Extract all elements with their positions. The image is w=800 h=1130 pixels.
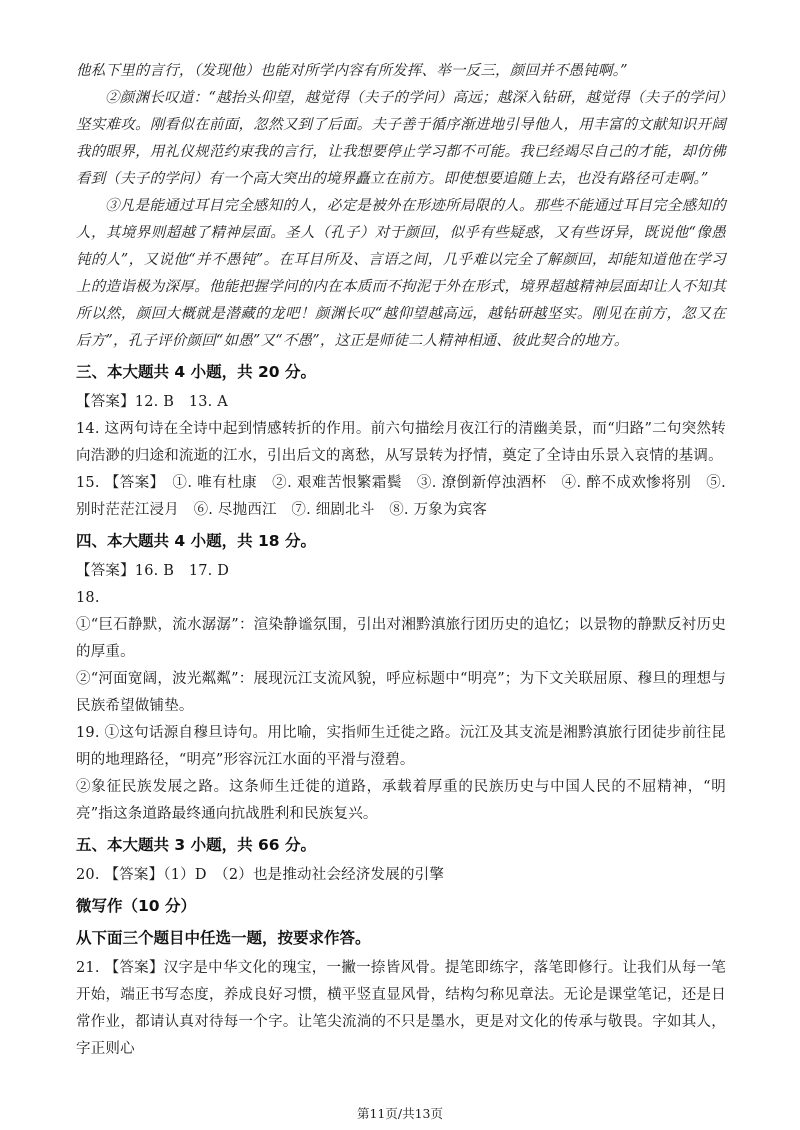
answer-21: 21. 【答案】汉字是中华文化的瑰宝，一撇一捺皆风骨。提笔即练字，落笔即修行。让我们从每一笔开始，端正书写态度，养成良好习惯，横平竖直显风骨，结构匀称见章法。无论是课堂笔记，还是日常作业，都请认真对待每一个字。让笔尖流淌的不只是墨水，更是对文化的传承与敬畏。字如其人，字正则心 [76,960,726,1057]
answer-19-part-1: 19. ①这句话源自穆旦诗句。用比喻，实指师生迁徙之路。沅江及其支流是湘黔滇旅行团徒步前往昆明的地理路径，“明亮”形容沅江水面的平滑与澄碧。 [76,725,726,768]
passage-paragraph-3: ③凡是能通过耳目完全感知的人，必定是被外在形迹所局限的人。那些不能通过耳目完全感知的人，其境界则超越了精神层面。圣人（孔子）对于颜回，似乎有些疑惑，又有些讶异，既说他“像愚钝的人”，又说他“并不愚钝”。在耳目所及、言语之间，几乎难以完全了解颜回，却能知道他在学习上的造诣极为深厚。他能把握学问的内在本质而不拘泥于外在形式，境界超越精神层面却让人不知其所以然，颜回大概就是潜藏的龙吧！颜渊长叹“越仰望越高远，越钻研越坚实。刚见在前方，忽又在后方”，孔子评价颜回“如愚”又“不愚”，这正是师徒二人精神相通、彼此契合的地方。 [76,198,726,349]
page-number: 第11页/共13页 [356,1106,444,1121]
micro-writing-instruction: 从下面三个题目中任选一题，按要求作答。 [76,929,371,947]
passage-paragraph-2: ②颜渊长叹道：“越抬头仰望，越觉得（夫子的学问）高远；越深入钻研，越觉得（夫子的学问）坚实难攻。刚看似在前面，忽然又到了后面。夫子善于循序渐进地引导他人，用丰富的文献知识开阔我的眼界，用礼仪规范约束我的言行，让我想要停止学习都不可能。我已经竭尽自己的才能，却仿佛看到（夫子的学问）有一个高大突出的境界矗立在前方。即使想要追随上去，也没有路径可走啊。” [76,90,726,187]
section-heading-4: 四、本大题共 4 小题，共 18 分。 [76,532,316,550]
document-body [76,58,726,1063]
micro-writing-heading: 微写作（10 分） [76,897,196,915]
answer-12-13: 【答案】12. B 13. A [76,394,228,410]
section-heading-3: 三、本大题共 4 小题，共 20 分。 [76,363,316,381]
answer-20: 20. 【答案】（1）D （2）也是推动社会经济发展的引擎 [76,867,445,883]
answer-19-part-2: ②象征民族发展之路。这条师生迁徙的道路，承载着厚重的民族历史与中国人民的不屈精神，“明亮”指这条道路最终通向抗战胜利和民族复兴。 [76,779,726,822]
answer-18-part-1: ①“巨石静默，流水潺潺”：渲染静谧氛围，引出对湘黔滇旅行团历史的追忆；以景物的静默反衬历史的厚重。 [76,617,726,660]
answer-14: 14. 这两句诗在全诗中起到情感转折的作用。前六句描绘月夜江行的清幽美景，而“归路”二句突然转向浩渺的归途和流逝的江水，引出后文的离愁，从写景转为抒情，奠定了全诗由乐景入哀情的基调。 [76,421,726,464]
section-heading-5: 五、本大题共 3 小题，共 66 分。 [76,836,316,854]
answer-18-part-2: ②“河面宽阔，波光粼粼”：展现沅江支流风貌，呼应标题中“明亮”；为下文关联屈原、穆旦的理想与民族希望做铺垫。 [76,671,726,714]
answer-15: 15. 【答案】 ①. 唯有杜康 ②. 艰难苦恨繁霜鬓 ③. 潦倒新停浊酒杯 ④. 醉不成欢惨将别 ⑤. 别时茫茫江浸月 ⑥. 尽抛西江 ⑦. 细剧北斗 ⑧. 万象为宾客 [76,475,726,518]
answer-16-17: 【答案】16. B 17. D [76,563,230,579]
answer-18-number: 18. [76,590,100,606]
passage-line-1: 他私下里的言行，（发现他）也能对所学内容有所发挥、举一反三，颜回并不愚钝啊。” [76,63,628,79]
